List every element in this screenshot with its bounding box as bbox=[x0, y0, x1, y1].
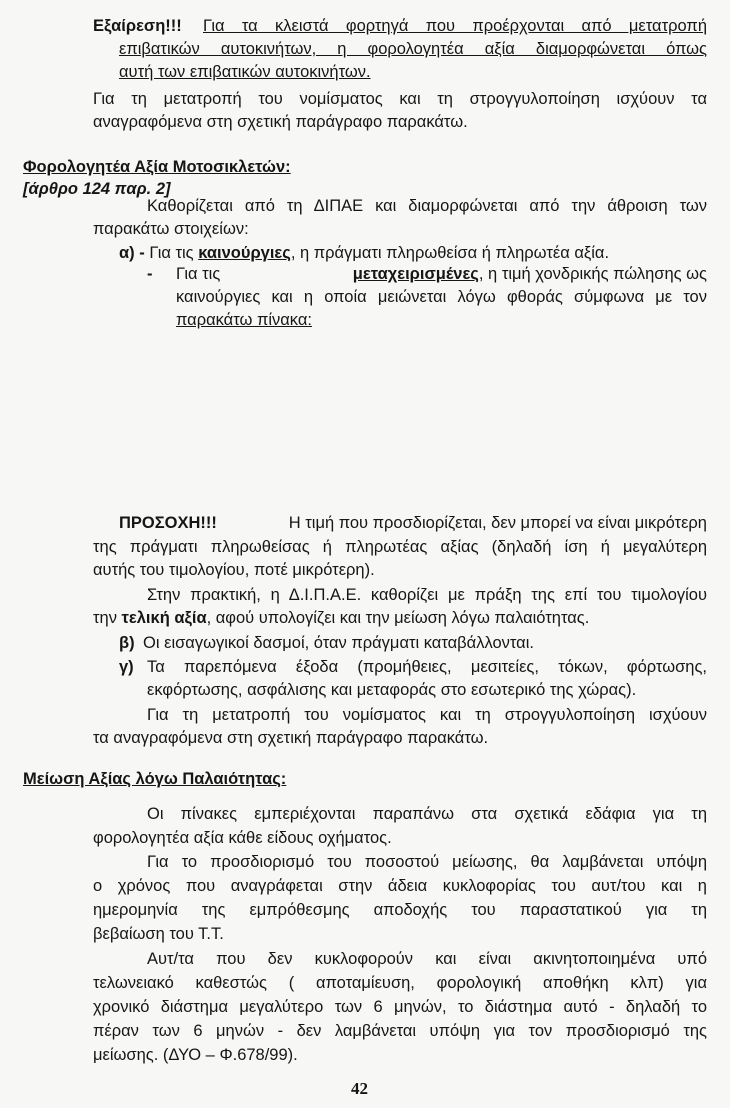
item-c-label: γ) bbox=[119, 658, 134, 676]
used-item-dash: - bbox=[147, 265, 153, 283]
reduction-p2-line-4: βεβαίωση του Τ.Τ. bbox=[93, 925, 224, 943]
reduction-p3-line-2: τελωνειακό καθεστώς ( αποταμίευση, φορολογική αποθήκη κλπ) για bbox=[93, 974, 707, 992]
attention-line-3: αυτής του τιμολογίου, ποτέ μικρότερη). bbox=[93, 561, 375, 579]
used-item-line-1: Για τις μεταχειρισμένες, η τιμή χονδρικής πώλησης ως bbox=[176, 265, 707, 283]
used-vehicles-term: μεταχειρισμένες bbox=[352, 265, 479, 283]
exception-paragraph-line-1: Για τη μετατροπή του νομίσματος και τη στρογγυλοποίηση ισχύουν τα bbox=[93, 90, 707, 108]
exception-line-1: Για τα κλειστά φορτηγά που προέρχονται από μετατροπή bbox=[203, 17, 707, 35]
moto-intro-line-1: Καθορίζεται από τη ΔΙΠΑΕ και διαμορφώνεται από την άθροιση των bbox=[147, 197, 707, 215]
reduction-p1-line-1: Οι πίνακες εμπεριέχονται παραπάνω στα σχετικά εδάφια για τη bbox=[147, 805, 707, 823]
reduction-p3-line-3: χρονικό διάστημα μεγαλύτερο των 6 μηνών, το διάστημα αυτό - δηλαδή το bbox=[93, 998, 707, 1016]
reduction-p3-line-4: πέραν των 6 μηνών - δεν λαμβάνεται υπόψη για τον προσδιορισμό της bbox=[93, 1022, 707, 1040]
reduction-p3-line-1: Αυτ/τα που δεν κυκλοφορούν και είναι ακινητοποιημένα υπό bbox=[147, 950, 707, 968]
item-c-line-2: εκφόρτωσης, ασφάλισης και μεταφοράς στο εσωτερικό της χώρας). bbox=[147, 681, 637, 699]
exception-paragraph-line-2: αναγραφόμενα στη σχετική παράγραφο παρακάτω. bbox=[93, 113, 468, 131]
moto-article-ref: [άρθρο 124 παρ. 2] bbox=[23, 180, 171, 198]
attention-line-2: της πράγματι πληρωθείσας ή πληρωτέας αξίας (δηλαδή ίση ή μεγαλύτερη bbox=[93, 538, 707, 556]
exception-label: Εξαίρεση!!! bbox=[93, 17, 182, 35]
final-value-term: τελική αξία bbox=[121, 609, 207, 627]
moto-item-a: α) - Για τις καινούργιες, η πράγματι πληρωθείσα ή πληρωτέα αξία. bbox=[119, 244, 610, 262]
reduction-p2-line-1: Για το προσδιορισμό του ποσοστού μείωσης, θα λαμβάνεται υπόψη bbox=[147, 853, 707, 871]
item-a-label: α) - bbox=[119, 244, 145, 262]
reduction-p3-line-5: μείωσης. (ΔΥΟ – Φ.678/99). bbox=[93, 1046, 298, 1064]
reduction-p2-line-3: ημερομηνία της εμπρόθεσμης αποδοχής του παραστατικού για τη bbox=[93, 901, 707, 919]
moto-intro-line-2: παρακάτω στοιχείων: bbox=[93, 220, 249, 238]
moto-heading: Φορολογητέα Αξία Μοτοσικλετών: bbox=[23, 158, 291, 176]
exception-line-3: αυτή των επιβατικών αυτοκινήτων. bbox=[119, 63, 371, 81]
used-item-line-3: παρακάτω πίνακα: bbox=[176, 311, 312, 329]
page-number: 42 bbox=[351, 1079, 368, 1098]
conversion-line-2: τα αναγραφόμενα στη σχετική παράγραφο παρακάτω. bbox=[93, 729, 489, 747]
new-vehicles-term: καινούργιες bbox=[198, 244, 291, 262]
item-b-text: Οι εισαγωγικοί δασμοί, όταν πράγματι καταβάλλονται. bbox=[143, 634, 534, 652]
reduction-p1-line-2: φορολογητέα αξία κάθε είδους οχήματος. bbox=[93, 829, 392, 847]
practice-line-1: Στην πρακτική, η Δ.Ι.Π.Α.Ε. καθορίζει με πράξη της επί του τιμολογίου bbox=[147, 586, 707, 604]
attention-line-1: ΠΡΟΣΟΧΗ!!! Η τιμή που προσδιορίζεται, δεν μπορεί να είναι μικρότερη bbox=[119, 514, 707, 532]
reduction-heading: Μείωση Αξίας λόγω Παλαιότητας: bbox=[23, 770, 287, 788]
item-b-label: β) bbox=[119, 634, 135, 652]
item-c-line-1: Τα παρεπόμενα έξοδα (προμήθειες, μεσιτείες, τόκων, φόρτωσης, bbox=[147, 658, 707, 676]
exception-line-2: επιβατικών αυτοκινήτων, η φορολογητέα αξία διαμορφώνεται όπως bbox=[119, 40, 707, 58]
practice-line-2: την τελική αξία, αφού υπολογίζει και την μείωση λόγω παλαιότητας. bbox=[93, 609, 590, 627]
reduction-p2-line-2: ο χρόνος που αναγράφεται στην άδεια κυκλοφορίας του αυτ/του και η bbox=[93, 877, 707, 895]
used-item-line-2: καινούργιες και η οποία μειώνεται λόγω φθοράς σύμφωνα με τον bbox=[176, 288, 707, 306]
conversion-line-1: Για τη μετατροπή του νομίσματος και τη στρογγυλοποίηση ισχύουν bbox=[147, 706, 707, 724]
attention-label: ΠΡΟΣΟΧΗ!!! bbox=[119, 514, 217, 532]
